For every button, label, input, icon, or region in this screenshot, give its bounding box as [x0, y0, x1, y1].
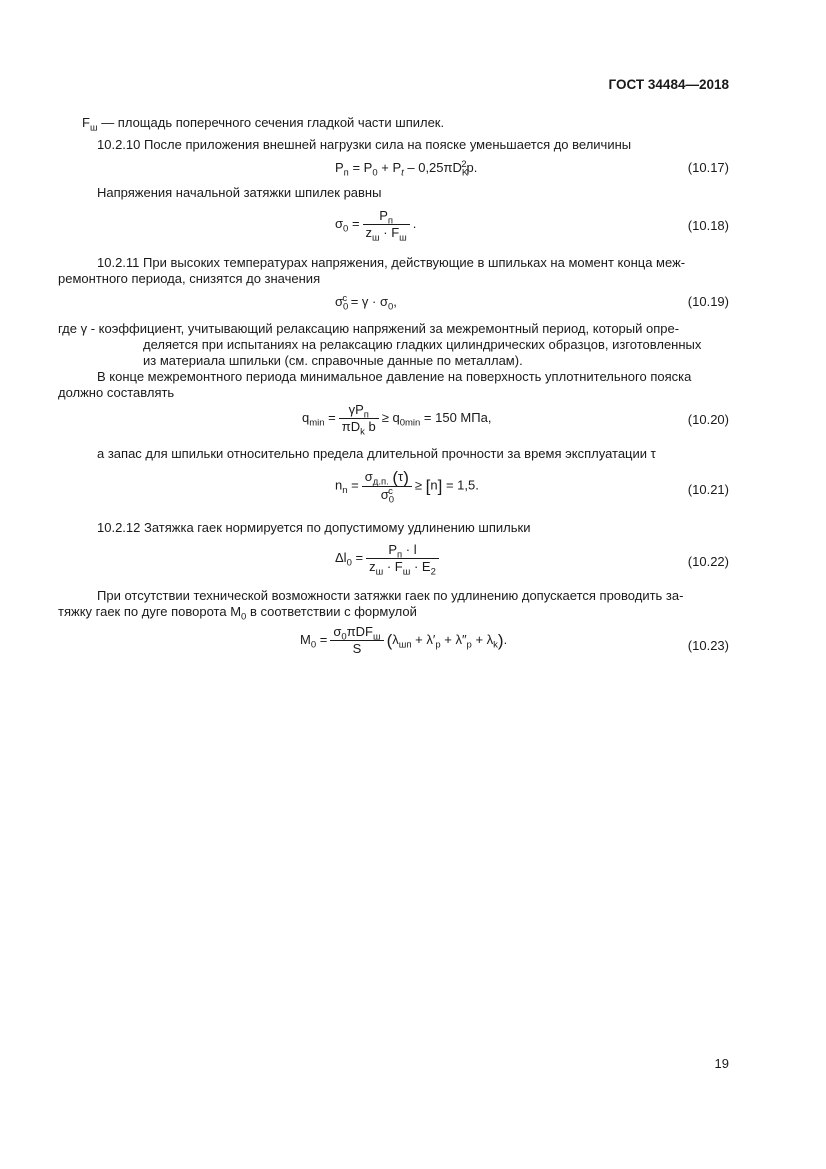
formula-10-21-tail: = 1,5.: [445, 477, 479, 493]
text-rotation-b-post: в соответствии с формулой: [246, 604, 417, 619]
eq-number-10-22: (10.22): [687, 554, 729, 569]
text-10-2-12: 10.2.12 Затяжка гаек нормируется по допустимому удлинению шпильки: [97, 520, 531, 535]
text-gamma-c: из материала шпильки (см. справочные данные по металлам).: [143, 353, 523, 368]
text-rotation-b: тяжку гаек по дуге поворота $M_0$ в соответствии с формулой: [58, 604, 417, 623]
formula-10-20-tail: 150 МПа,: [431, 409, 492, 425]
eq-number-10-17: (10.17): [687, 160, 729, 175]
text-min-pressure-a: В конце межремонтного периода минимальное давление на поверхность уплотнительного пояска: [97, 369, 692, 384]
eq-number-10-19: (10.19): [687, 294, 729, 309]
eq-number-10-21: (10.21): [687, 482, 729, 497]
text-gamma-a-rest: - коэффициент, учитывающий релаксацию напряжений за межремонтный период, который опре-: [87, 321, 680, 336]
text-10-2-11-b: ремонтного периода, снизятся до значения: [58, 271, 321, 286]
standard-designation: ГОСТ 34484—2018: [608, 77, 729, 92]
text-safety-margin: а запас для шпильки относительно предела длительной прочности за время эксплуатации τ: [97, 446, 656, 461]
text-initial-stress: Напряжения начальной затяжки шпилек равны: [97, 185, 382, 200]
formula-10-20: $q_{min}$ = $\frac{\gamma P_п}{\pi D_k b}$ ≥ $q_{0min} = 150$ МПа,: [302, 402, 492, 438]
fraction-10-18: $\frac{P_п}{z_ш \cdot F_ш}$: [363, 208, 410, 241]
text-line-fsh: $F_ш$ — площадь поперечного сечения гладкой части шпилек.: [82, 115, 445, 134]
fraction-10-22: $\frac{P_п \cdot l}{z_ш \cdot F_ш \cdot E_2}$: [366, 542, 439, 575]
fraction-10-21: $\frac{\sigma_{д.п.} (\tau)}{\sigma_0^c}$: [362, 469, 412, 503]
text-gamma-a: где γ - коэффициент, учитывающий релаксацию напряжений за межремонтный период, который опре-: [58, 321, 680, 336]
eq-number-10-23: (10.23): [687, 638, 729, 653]
text-line-fsh-rest: — площадь поперечного сечения гладкой части шпилек.: [97, 115, 445, 130]
eq-number-10-20: (10.20): [687, 412, 729, 427]
text-min-pressure-b: должно составлять: [58, 385, 175, 400]
fraction-10-23: $\frac{\sigma_0\pi DF_ш}{S}$: [330, 624, 383, 657]
text-rotation-a: При отсутствии технической возможности затяжки гаек по удлинению допускается проводить за-: [97, 588, 684, 603]
text-10-2-10: 10.2.10 После приложения внешней нагрузки сила на пояске уменьшается до величины: [97, 137, 632, 152]
text-gamma-b: деляется при испытаниях на релаксацию гладких цилиндрических образцов, изготовленных: [143, 337, 702, 352]
formula-10-22: $\Delta l_0$ = $\frac{P_п \cdot l}{z_ш \cdot F_ш \cdot E_2}$: [335, 542, 442, 575]
formula-10-18: $\sigma_0$ = $\frac{P_п}{z_ш \cdot F_ш}$ .: [335, 208, 417, 244]
eq-number-10-18: (10.18): [687, 218, 729, 233]
formula-10-19: $\sigma_0^c = \gamma \cdot \sigma_0$,: [335, 292, 397, 313]
page-number: 19: [714, 1056, 729, 1071]
formula-10-23: $M_0$ = $\frac{\sigma_0\pi DF_ш}{S}$ $(\lambda_{шп} + \lambda'_p + \lambda''_p + \lambda_k)$.: [300, 624, 508, 656]
text-10-2-11-a: 10.2.11 При высоких температурах напряжения, действующие в шпильках на момент конца меж-: [97, 255, 686, 270]
fraction-10-20: $\frac{\gamma P_п}{\pi D_k b}$: [339, 402, 379, 435]
formula-10-17: $P_п = P_0 + P_t - 0,25\pi D_K^2p$.: [335, 158, 478, 179]
text-rotation-b-pre: тяжку гаек по дуге поворота M: [58, 604, 242, 619]
formula-10-21: $n_n$ = $\frac{\sigma_{д.п.} (\tau)}{\sigma_0^c}$ ≥ [n] = 1,5.: [335, 468, 479, 506]
